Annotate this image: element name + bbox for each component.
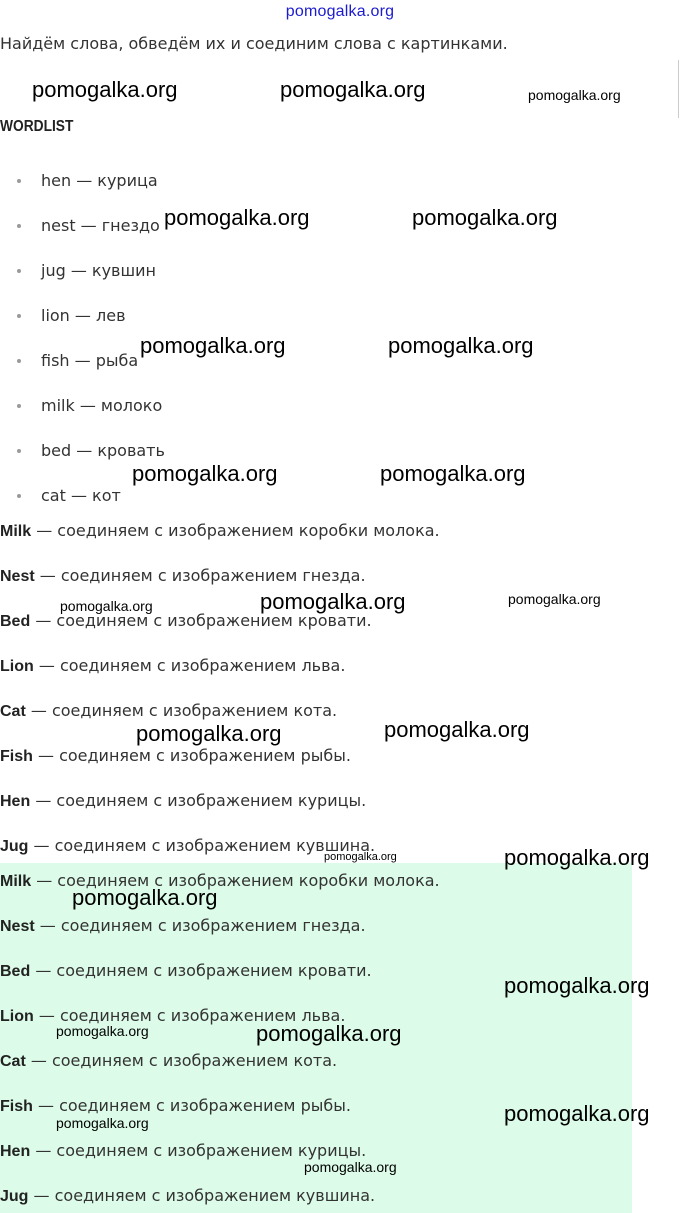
watermark: pomogalka.org [260, 589, 406, 614]
bullet-icon [17, 494, 21, 498]
watermark: pomogalka.org [140, 333, 286, 358]
watermark: pomogalka.org [508, 591, 601, 607]
answer-text: — соединяем с изображением курицы. [30, 1141, 367, 1160]
bullet-icon [17, 314, 21, 318]
highlighted-answer-line [0, 1185, 375, 1207]
bullet-icon [17, 359, 21, 363]
answer-word: Lion [0, 1008, 34, 1025]
answer-text: — соединяем с изображением кота. [25, 701, 338, 720]
answer-word: Cat [0, 1053, 26, 1070]
answer-line [0, 790, 366, 812]
answer-text: — соединяем с изображением рыбы. [32, 746, 351, 765]
watermark: pomogalka.org [32, 77, 178, 102]
wordlist-item-text: jug — кувшин [41, 261, 156, 280]
watermark: pomogalka.org [60, 598, 153, 614]
highlighted-answer-line [0, 915, 366, 937]
watermark: pomogalka.org [384, 717, 530, 742]
bullet-icon [17, 404, 21, 408]
answer-line [0, 745, 351, 767]
watermark: pomogalka.org [72, 885, 218, 910]
watermark: pomogalka.org [324, 851, 397, 863]
site-header [0, 0, 680, 26]
answer-word: Lion [0, 658, 34, 675]
wordlist-item-text: cat — кот [41, 486, 121, 505]
answer-text: — соединяем с изображением кота. [25, 1051, 338, 1070]
watermark: pomogalka.org [136, 721, 282, 746]
answer-word: Nest [0, 568, 35, 585]
watermark: pomogalka.org [380, 461, 526, 486]
answer-word: Hen [0, 793, 31, 810]
highlighted-answer-line [0, 1050, 337, 1072]
answer-word: Fish [0, 1098, 33, 1115]
wordlist-item-text: lion — лев [41, 306, 126, 325]
answer-word: Nest [0, 918, 35, 935]
answer-word: Jug [0, 838, 29, 855]
answer-line [0, 565, 366, 587]
answer-text: — соединяем с изображением кувшина. [28, 836, 376, 855]
site-name-link[interactable]: pomogalka.org [285, 3, 395, 20]
highlighted-answer-line [0, 1095, 351, 1117]
watermark: pomogalka.org [304, 1159, 397, 1175]
bullet-icon [17, 269, 21, 273]
watermark: pomogalka.org [280, 77, 426, 102]
answer-line [0, 700, 337, 722]
answer-text: — соединяем с изображением гнезда. [34, 566, 366, 585]
answer-word: Milk [0, 523, 32, 540]
answer-word: Milk [0, 873, 32, 890]
answer-line [0, 835, 375, 857]
answer-word: Jug [0, 1188, 29, 1205]
wordlist-item-text: bed — кровать [41, 441, 165, 460]
watermark: pomogalka.org [528, 87, 621, 103]
answer-word: Fish [0, 748, 33, 765]
answer-text: — соединяем с изображением кровати. [30, 961, 372, 980]
wordlist-item-text: nest — гнездо [41, 216, 160, 235]
watermark: pomogalka.org [412, 205, 558, 230]
watermark: pomogalka.org [504, 1101, 650, 1126]
watermark: pomogalka.org [256, 1021, 402, 1046]
watermark: pomogalka.org [388, 333, 534, 358]
bullet-icon [17, 224, 21, 228]
answer-text: — соединяем с изображением коробки молока. [31, 871, 440, 890]
watermark: pomogalka.org [504, 845, 650, 870]
bullet-icon [17, 179, 21, 183]
watermark: pomogalka.org [56, 1115, 149, 1131]
answer-word: Bed [0, 613, 31, 630]
intro-text: Найдём слова, обведём их и соединим слова с картинками. [0, 34, 508, 53]
answer-text: — соединяем с изображением гнезда. [34, 916, 366, 935]
answer-text: — соединяем с изображением кувшина. [28, 1186, 376, 1205]
watermark: pomogalka.org [504, 973, 650, 998]
highlighted-answer-line [0, 960, 372, 982]
watermark: pomogalka.org [164, 205, 310, 230]
wordlist-item-text: fish — рыба [41, 351, 139, 370]
answer-word: Cat [0, 703, 26, 720]
answer-word: Hen [0, 1143, 31, 1160]
right-divider [678, 60, 679, 118]
wordlist-item-text: hen — курица [41, 171, 158, 190]
answer-text: — соединяем с изображением льва. [33, 1006, 346, 1025]
watermark: pomogalka.org [132, 461, 278, 486]
answer-text: — соединяем с изображением льва. [33, 656, 346, 675]
answer-text: — соединяем с изображением курицы. [30, 791, 367, 810]
answer-line [0, 655, 345, 677]
answer-line [0, 520, 440, 542]
wordlist-heading: WORDLIST [0, 118, 74, 135]
wordlist-item-text: milk — молоко [41, 396, 163, 415]
answer-text: — соединяем с изображением рыбы. [32, 1096, 351, 1115]
answer-text: — соединяем с изображением коробки молока. [31, 521, 440, 540]
watermark: pomogalka.org [56, 1023, 149, 1039]
answer-word: Bed [0, 963, 31, 980]
highlighted-answer-line [0, 870, 440, 892]
answer-text: — соединяем с изображением кровати. [30, 611, 372, 630]
bullet-icon [17, 449, 21, 453]
